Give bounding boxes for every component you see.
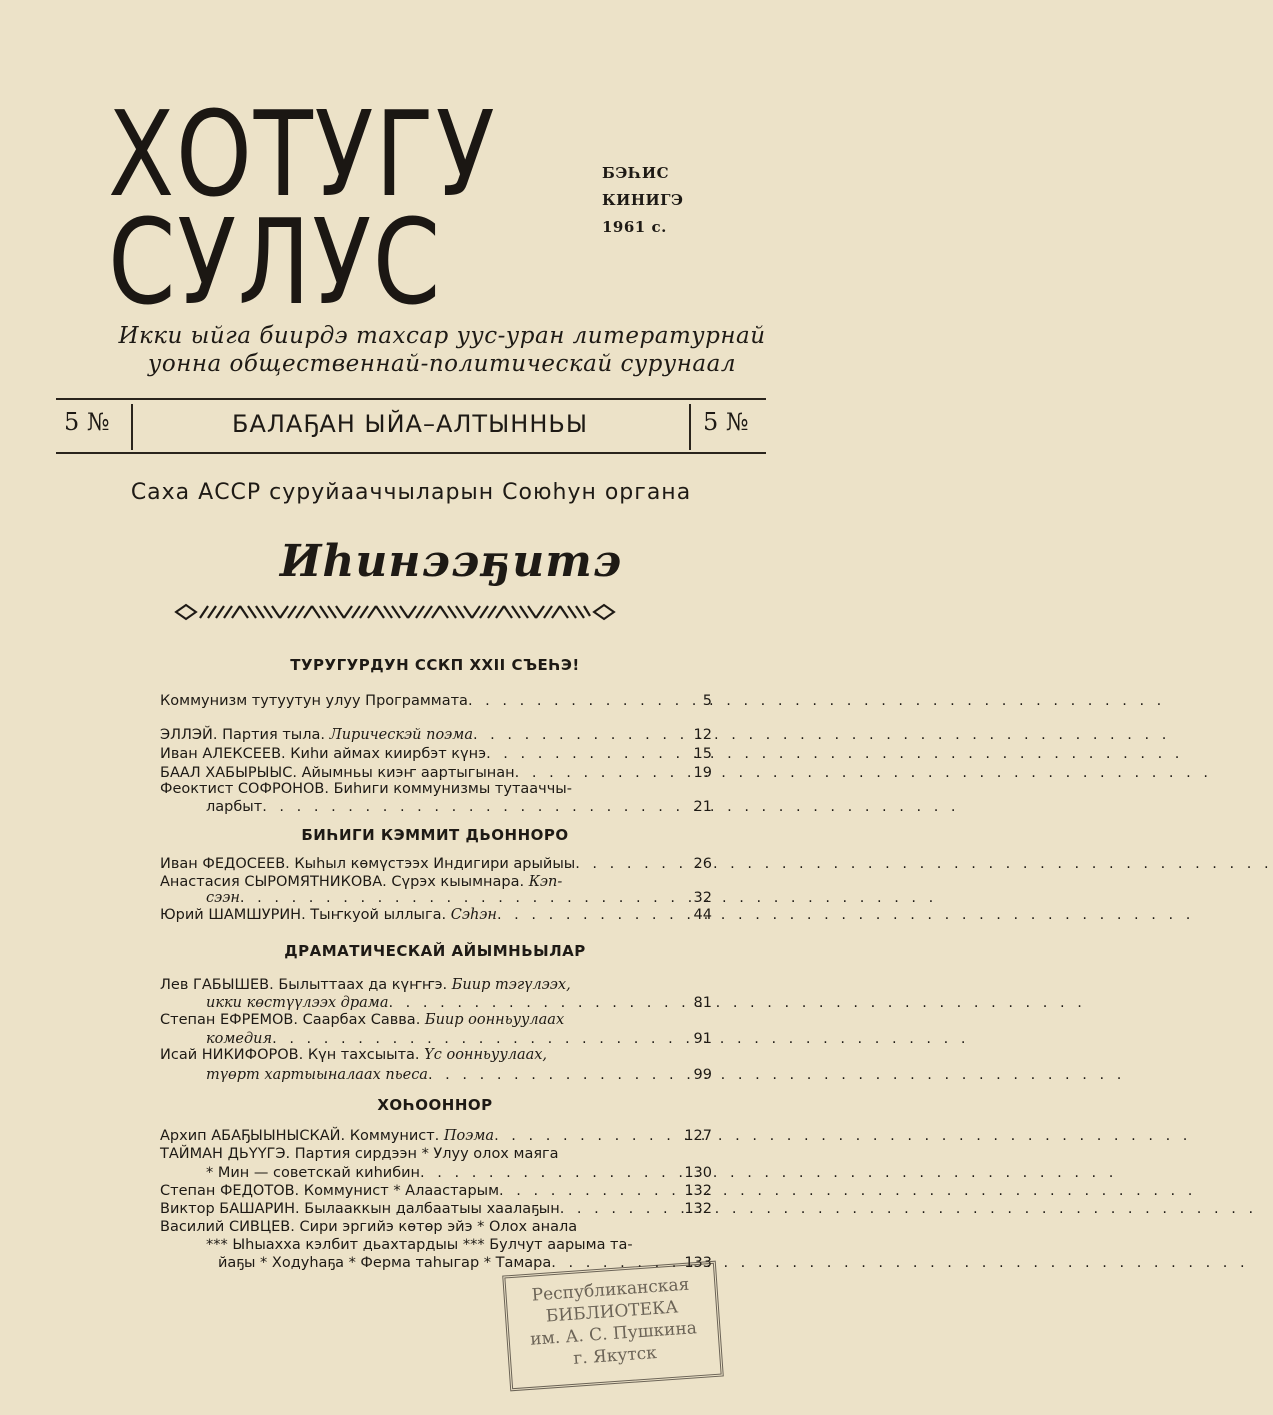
toc-page-number: 130: [684, 1165, 712, 1181]
toc-entry-text: ТАЙМАН ДЬҮҮГЭ. Партия сирдээн * Улуу олох маяга: [160, 1146, 559, 1162]
toc-leader: [575, 855, 682, 873]
masthead-title: [108, 85, 497, 331]
library-stamp: [502, 1261, 724, 1392]
toc-entry-continuation-text: * Мин — советскай киһибин: [206, 1165, 421, 1181]
toc-leader: [497, 906, 682, 924]
toc-entry-text: Лев ГАБЫШЕВ. Былыттаах да күҥҥэ.: [160, 977, 448, 993]
masthead-title-line1: ХОТУГУ: [108, 85, 497, 223]
toc-entry-genre: Биир оонньуулаах: [424, 1012, 565, 1028]
toc-entry-continuation: [206, 798, 712, 816]
toc-entry: [160, 780, 712, 798]
toc-leader: [560, 1200, 682, 1218]
toc-page-number: 132: [684, 1183, 712, 1199]
toc-leader: [428, 1066, 682, 1084]
toc-entry-continuation: [206, 889, 712, 907]
toc-entry: [160, 855, 712, 873]
toc-entry-text: Виктор БАШАРИН. Былааккын далбаатыы хаалаҕын: [160, 1201, 560, 1217]
toc-leader: [240, 889, 682, 907]
toc-entry-genre: Кэп-: [528, 874, 563, 890]
toc-entry-genre: Биир тэгүлээх,: [451, 977, 571, 993]
journal-subtitle: [92, 322, 792, 378]
masthead-title-line2: СУЛУС: [108, 193, 443, 331]
toc-entry: [160, 1182, 712, 1200]
toc-entry-text: Юрий ШАМШУРИН. Тыҥкуой ыллыга.: [160, 907, 447, 923]
toc-entry-genre: Поэма: [443, 1128, 495, 1144]
issue-number-right: 5 №: [703, 408, 749, 436]
toc-entry-text: Коммунизм тутуутун улуу Программата: [160, 693, 468, 709]
divider-vertical-right: [689, 404, 691, 450]
toc-entry-text: Архип АБАҔЫЫНЫСКАЙ. Коммунист.: [160, 1128, 440, 1144]
divider-vertical-left: [131, 404, 133, 450]
toc-entry-text: Анастасия СЫРОМЯТНИКОВА. Сүрэх кыымнара.: [160, 874, 525, 890]
toc-entry: [160, 1011, 712, 1029]
toc-entry-continuation-text: *** Ыһыахха кэлбит дьахтардыы *** Булчут аарыма та-: [206, 1237, 633, 1253]
toc-entry-genre: Лирическэй поэма: [329, 727, 473, 743]
toc-entry-continuation-text: йаҕы * Ходуһаҕа * Ферма таһыгар * Тамара: [218, 1255, 552, 1271]
toc-page-number: 26: [693, 856, 712, 872]
toc-entry: [160, 745, 712, 763]
toc-page-number: 19: [693, 765, 712, 781]
section-heading: ХОҺООННОР: [377, 1096, 493, 1114]
masthead-issue-info: [602, 160, 683, 241]
subtitle-line1: Икки ыйга биирдэ тахсар уус-уран литературнай: [118, 323, 766, 349]
subtitle-line2: уонна общественнай-политическай сурунаал: [148, 351, 736, 377]
issue-number-left: 5 №: [64, 408, 110, 436]
contents-heading: Иһинээҕитэ: [279, 536, 623, 587]
toc-page-number: 12: [693, 727, 712, 743]
toc-entry-continuation-text: түөрт хартыыналаах пьеса: [206, 1067, 428, 1083]
toc-entry-continuation: [206, 1164, 712, 1182]
toc-entry-text: Василий СИВЦЕВ. Сири эргийэ көтөр эйэ * Олох анала: [160, 1219, 578, 1235]
toc-entry-continuation: [206, 1236, 712, 1254]
book-word: КИНИГЭ: [602, 191, 684, 209]
issue-month: БАЛАҔАН ЫЙА–АЛТЫННЬЫ: [232, 410, 588, 438]
toc-leader: [388, 994, 682, 1012]
toc-entry: [160, 1127, 712, 1145]
toc-entry-continuation-text: комедия: [206, 1031, 273, 1047]
toc-entry: [160, 1200, 712, 1218]
toc-entry: [160, 1046, 712, 1064]
stamp-line1: Республиканская: [531, 1274, 690, 1306]
ornament-divider: [170, 602, 620, 622]
book-label: БЭҺИС: [602, 164, 670, 182]
toc-entry-text: БААЛ ХАБЫРЫЫС. Айымньы киэҥ аартыгынан: [160, 765, 515, 781]
toc-leader: [262, 798, 682, 816]
toc-entry-continuation-text: сээн: [206, 890, 240, 906]
toc-entry: [160, 1218, 712, 1236]
toc-page-number: 132: [684, 1201, 712, 1217]
toc-entry-text: Иван АЛЕКСЕЕВ. Киһи аймах киирбэт күнэ: [160, 746, 487, 762]
toc-page-number: 21: [693, 799, 712, 815]
toc-entry: [160, 692, 712, 710]
toc-page-number: 91: [693, 1031, 712, 1047]
toc-entry-text: Исай НИКИФОРОВ. Күн тахсыыта.: [160, 1047, 420, 1063]
toc-leader: [494, 1127, 682, 1145]
toc-entry: [160, 1145, 712, 1163]
stamp-line2: БИБЛИОТЕКА: [545, 1297, 679, 1327]
toc-page-number: 133: [684, 1255, 712, 1271]
toc-leader: [468, 692, 682, 710]
issue-year: 1961 с.: [602, 218, 667, 236]
toc-page-number: 5: [702, 693, 712, 709]
toc-entry: [160, 906, 712, 924]
section-heading: ТУРУГУРДУН ССКП XXII СЪЕҺЭ!: [290, 656, 580, 674]
toc-entry-continuation: [206, 1066, 712, 1084]
toc-page-number: 99: [693, 1067, 712, 1083]
toc-leader: [420, 1164, 682, 1182]
toc-entry-continuation-text: икки көстүүлээх драма: [206, 995, 389, 1011]
toc-leader: [473, 726, 682, 744]
stamp-line4: г. Якутск: [572, 1343, 658, 1369]
toc-entry-continuation-text: ларбыт: [206, 799, 263, 815]
toc-entry-text: Иван ФЕДОСЕЕВ. Кыһыл көмүстээх Индигири арыйыы: [160, 856, 576, 872]
stamp-line3: им. А. С. Пушкина: [529, 1318, 698, 1350]
toc-entry-genre: Үс оонньуулаах,: [424, 1047, 548, 1063]
publisher-organ: Саха АССР суруйааччыларын Союһун органа: [130, 480, 692, 505]
toc-page-number: 127: [684, 1128, 712, 1144]
toc-entry-text: Степан ФЕДОТОВ. Коммунист * Алаастарым: [160, 1183, 500, 1199]
toc-page-number: 15: [693, 746, 712, 762]
divider-top: [56, 398, 766, 400]
toc-entry-genre: Сэһэн: [450, 907, 497, 923]
toc-entry-text: Феоктист СОФРОНОВ. Биһиги коммунизмы тутааччы-: [160, 781, 572, 797]
toc-entry-text: ЭЛЛЭЙ. Партия тыла.: [160, 727, 325, 743]
section-heading: ДРАМАТИЧЕСКАЙ АЙЫМНЬЫЛАР: [284, 942, 586, 960]
toc-leader: [486, 745, 682, 763]
toc-entry: [160, 976, 712, 994]
toc-page-number: 44: [693, 907, 712, 923]
toc-page-number: 32: [693, 890, 712, 906]
divider-bottom: [56, 452, 766, 454]
toc-entry: [160, 726, 712, 744]
toc-leader: [499, 1182, 682, 1200]
toc-page-number: 81: [693, 995, 712, 1011]
toc-entry-continuation: [206, 994, 712, 1012]
section-heading: БИҺИГИ КЭММИТ ДЬОННОРО: [301, 826, 569, 844]
toc-entry-text: Степан ЕФРЕМОВ. Саарбах Савва.: [160, 1012, 421, 1028]
